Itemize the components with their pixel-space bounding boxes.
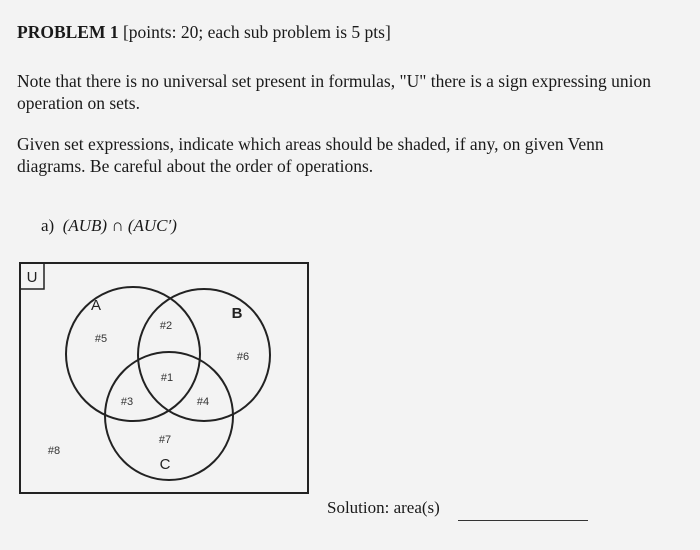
subproblem-a (41, 216, 177, 236)
region-5: #5 (94, 333, 108, 345)
note-line-1: Note that there is no universal set present in formulas, "U" there is a sign expressing union (17, 71, 651, 91)
solution-label: Solution: area(s) (327, 498, 440, 517)
region-4: #4 (196, 396, 210, 408)
instructions-line-1: Given set expressions, indicate which areas should be shaded, if any, on given Venn (17, 134, 604, 154)
region-3: #3 (120, 396, 134, 408)
problem-points: [points: 20; each sub problem is 5 pts] (118, 22, 391, 42)
set-label-b: B (231, 305, 243, 322)
problem-heading (17, 22, 391, 43)
problem-label: PROBLEM 1 (17, 22, 119, 42)
set-label-a: A (90, 297, 102, 314)
region-6: #6 (236, 351, 250, 363)
solution-answer-blank[interactable] (458, 520, 588, 521)
region-1: #1 (160, 372, 174, 384)
universe-label: U (26, 269, 38, 286)
region-8: #8 (47, 445, 61, 457)
subproblem-label: a) (41, 216, 55, 235)
set-label-c: C (159, 456, 171, 473)
region-7: #7 (158, 434, 172, 446)
note-line-2: operation on sets. (17, 93, 140, 113)
instructions-line-2: diagrams. Be careful about the order of operations. (17, 156, 374, 176)
set-expression: (AUB) ∩ (AUC′) (62, 216, 177, 235)
venn-diagram (19, 262, 311, 498)
region-2: #2 (159, 320, 173, 332)
